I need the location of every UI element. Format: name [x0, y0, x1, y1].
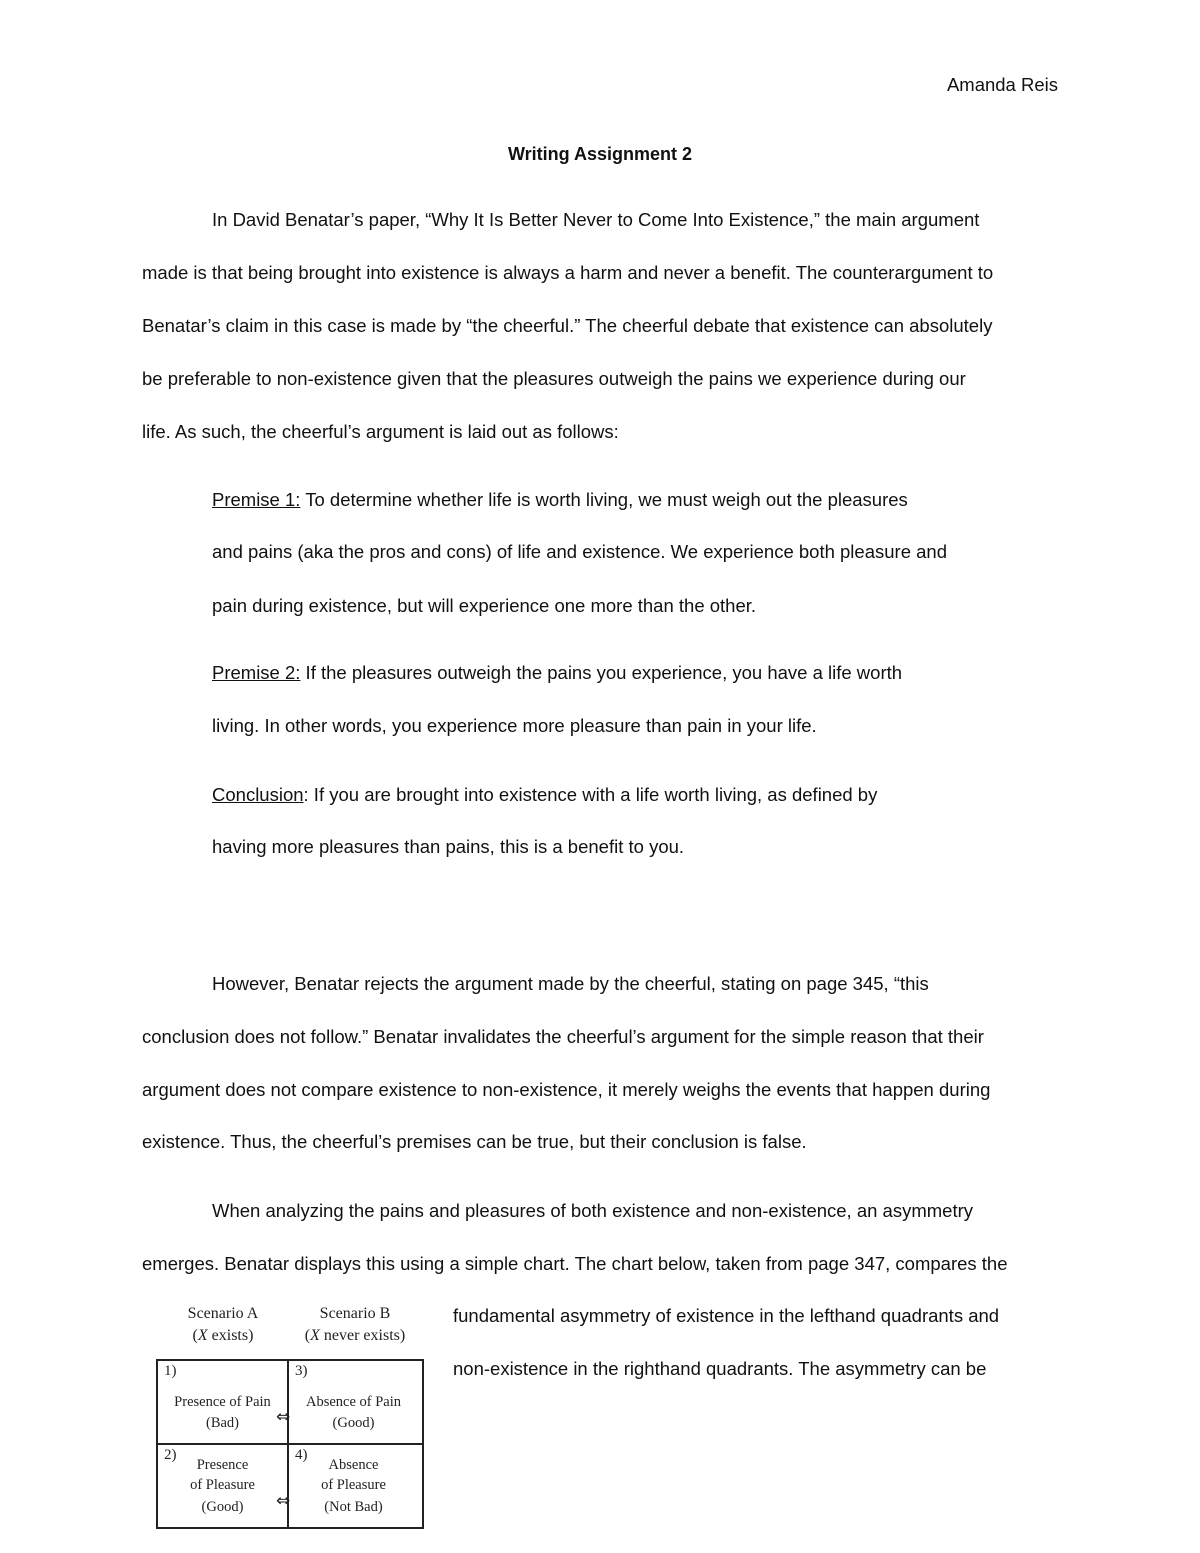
scenario-b-subtitle: (X never exists): [304, 1327, 406, 1344]
quadrant-text: Presence of Pain: [174, 1394, 271, 1410]
quadrant-text: (Good): [201, 1499, 244, 1515]
premise-line: living. In other words, you experience more pleasure than pain in your life.: [212, 715, 817, 736]
conclusion-line: having more pleasures than pains, this is a benefit to you.: [212, 836, 685, 857]
paragraph-line: life. As such, the cheerful’s argument is laid out as follows:: [142, 421, 619, 442]
quadrant-3: [289, 1361, 418, 1443]
double-arrow-icon: ⇔: [276, 1407, 291, 1427]
conclusion-text: : If you are brought into existence with a life worth living, as defined by: [303, 784, 878, 805]
quadrant-text: (Bad): [205, 1415, 239, 1431]
quadrant-text: (Not Bad): [324, 1499, 383, 1515]
premise-1-label: Premise 1:: [212, 489, 301, 510]
quadrant-number: 4): [295, 1447, 308, 1463]
author-name: Amanda Reis: [946, 74, 1058, 95]
quadrant-number: 2): [164, 1447, 177, 1463]
premise-line: pain during existence, but will experience one more than the other.: [212, 595, 757, 616]
paragraph-line: In David Benatar’s paper, “Why It Is Better Never to Come Into Existence,” the main argument: [212, 209, 980, 230]
quadrant-text: of Pleasure: [321, 1477, 386, 1493]
paragraph-line: fundamental asymmetry of existence in the lefthand quadrants and: [453, 1305, 1000, 1326]
paragraph-line: made is that being brought into existence is always a harm and never a benefit. The counterargument to: [142, 262, 994, 283]
quadrant-text: of Pleasure: [190, 1477, 255, 1493]
document-title: Writing Assignment 2: [507, 144, 693, 164]
scenario-a-title: Scenario A: [187, 1305, 259, 1322]
paragraph-line: non-existence in the righthand quadrants. The asymmetry can be: [453, 1358, 987, 1379]
quadrant-grid: [156, 1359, 424, 1529]
premise-2-text: If the pleasures outweigh the pains you experience, you have a life worth: [300, 662, 903, 683]
quadrant-text: Absence of Pain: [305, 1394, 402, 1410]
conclusion: [212, 784, 877, 806]
conclusion-label: Conclusion: [212, 784, 304, 805]
premise-line: and pains (aka the pros and cons) of life and existence. We experience both pleasure and: [212, 541, 947, 562]
quadrant-text: Absence: [328, 1457, 379, 1473]
asymmetry-figure: [156, 1303, 424, 1529]
premise-1: [212, 489, 908, 511]
paragraph-line: existence. Thus, the cheerful’s premises can be true, but their conclusion is false.: [142, 1131, 807, 1152]
premise-2: [212, 662, 902, 684]
scenario-b-header: [288, 1303, 422, 1347]
scenario-a-subtitle: (X exists): [192, 1327, 254, 1344]
paragraph-line: argument does not compare existence to non-existence, it merely weighs the events that happen during: [142, 1079, 991, 1100]
paragraph-line: However, Benatar rejects the argument made by the cheerful, stating on page 345, “this: [212, 973, 929, 994]
scenario-a-header: [156, 1303, 290, 1347]
premise-2-label: Premise 2:: [212, 662, 301, 683]
quadrant-1: [158, 1361, 287, 1443]
quadrant-4: [289, 1445, 418, 1527]
paragraph-line: emerges. Benatar displays this using a simple chart. The chart below, taken from page 347, compares the: [142, 1253, 1008, 1274]
quadrant-number: 3): [295, 1363, 308, 1379]
paragraph-line: Benatar’s claim in this case is made by “the cheerful.” The cheerful debate that existence can absolutely: [142, 315, 993, 336]
double-arrow-icon: ⇔: [276, 1491, 291, 1511]
quadrant-text: (Good): [332, 1415, 375, 1431]
premise-1-text: To determine whether life is worth living, we must weigh out the pleasures: [300, 489, 908, 510]
scenario-b-title: Scenario B: [319, 1305, 391, 1322]
quadrant-number: 1): [164, 1363, 177, 1379]
paragraph-line: When analyzing the pains and pleasures of both existence and non-existence, an asymmetry: [212, 1200, 974, 1221]
quadrant-2: [158, 1445, 287, 1527]
quadrant-text: Presence: [196, 1457, 249, 1473]
paragraph-line: conclusion does not follow.” Benatar invalidates the cheerful’s argument for the simple reason that their: [142, 1026, 984, 1047]
paragraph-line: be preferable to non-existence given that the pleasures outweigh the pains we experience during our: [142, 368, 966, 389]
